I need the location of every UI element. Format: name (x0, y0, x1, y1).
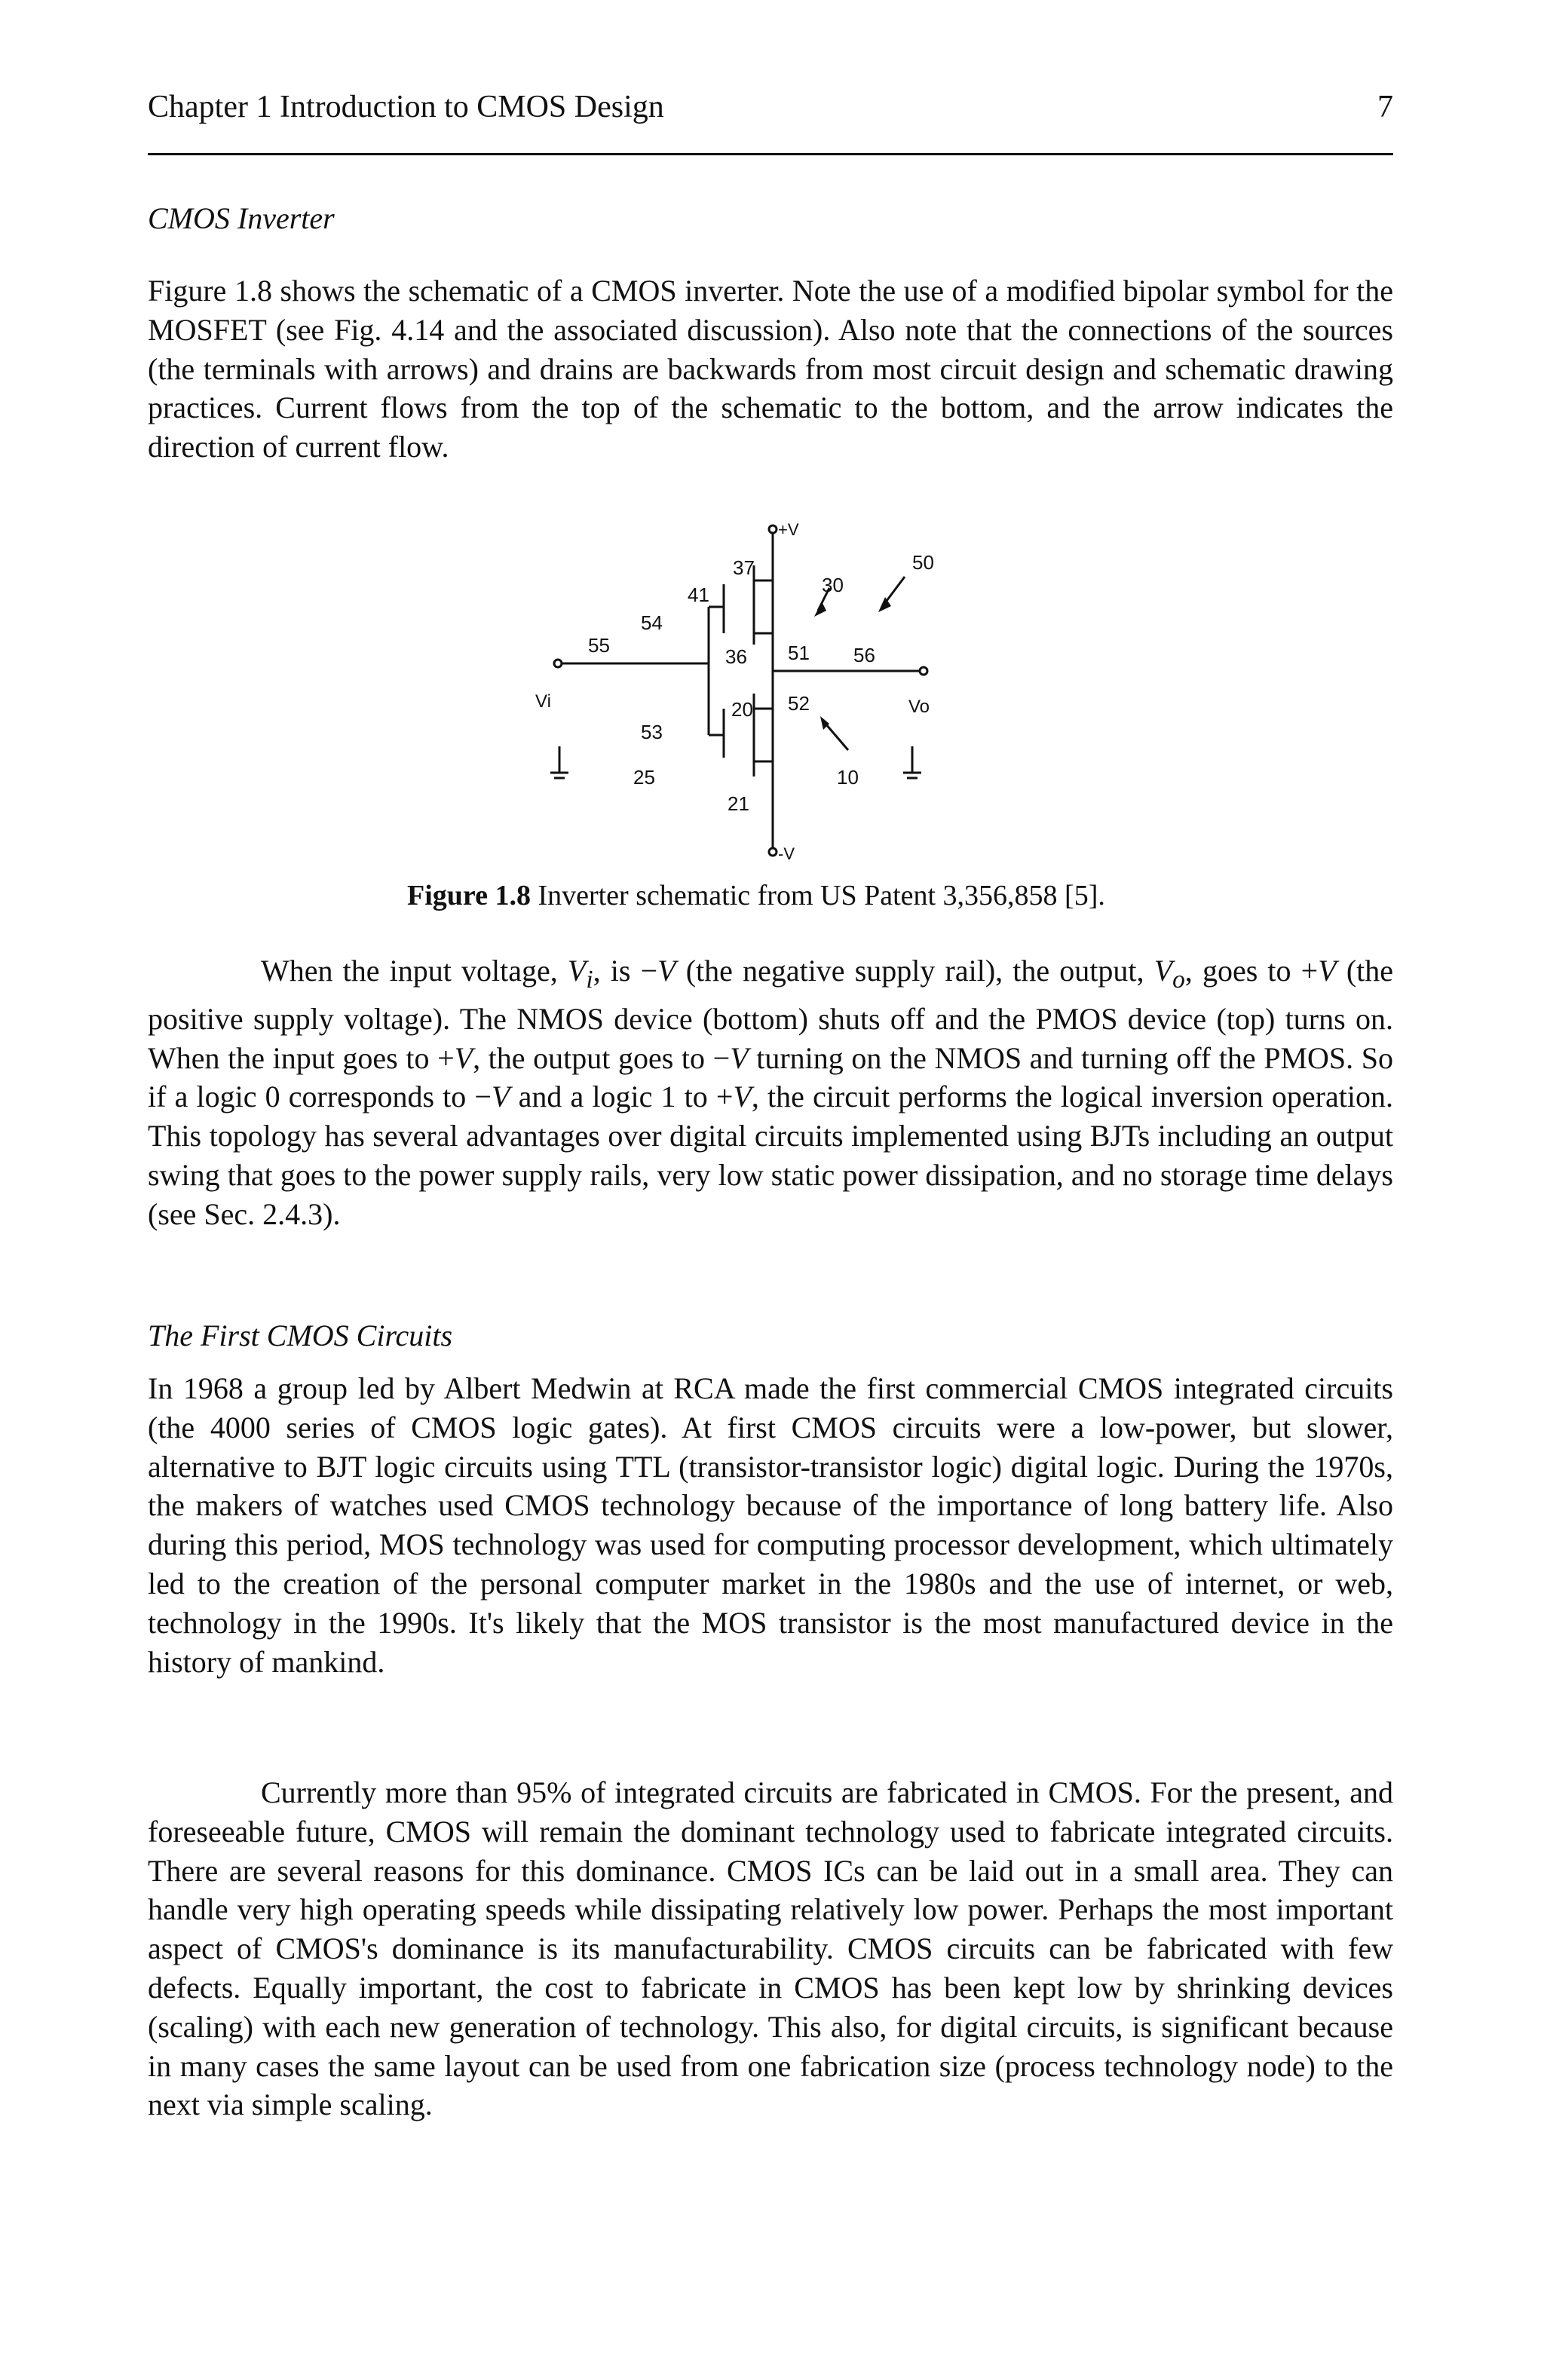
caption-label: Figure 1.8 (407, 880, 531, 911)
label-41: 41 (688, 584, 709, 606)
arrow-50 (878, 597, 891, 612)
label-30: 30 (822, 574, 844, 596)
label-vplus: +V (778, 520, 799, 539)
paragraph-inverter-intro: Figure 1.8 shows the schematic of a CMOS inverter. Note the use of a modified bipolar symbol for the MOSFET (see Fig. 4.14 and the associated discussion). Also note that the connections of the sources (the terminals with arrows) and drains are backwards from most circuit design and schematic drawing practices. Current flows from the top of the schematic to the bottom, and the arrow indicates the direction of current flow. (148, 274, 1393, 464)
header-rule (148, 153, 1393, 155)
caption-text: Inverter schematic from US Patent 3,356,858 [5]. (538, 880, 1105, 911)
label-10: 10 (837, 766, 859, 789)
input-terminal (554, 660, 562, 667)
running-header (148, 89, 1393, 137)
label-55: 55 (588, 634, 610, 657)
page-number: 7 (1377, 90, 1393, 124)
output-terminal (920, 667, 927, 675)
label-50: 50 (912, 551, 934, 574)
vplus-terminal (769, 525, 777, 533)
label-36: 36 (725, 645, 747, 668)
paragraph-first-cmos: In 1968 a group led by Albert Medwin at RCA made the first commercial CMOS integrated circuits (the 4000 series of CMOS logic gates). At first CMOS circuits were a low-power, but slower, alternative to BJT logic circuits using TTL (transistor-transistor logic) digital logic. During the 1970s, the makers of watches used CMOS technology because of the importance of long battery life. Also during this period, MOS technology was used for computing processor development, which ultimately led to the creation of the personal computer market in the 1980s and the use of internet, or web, technology in the 1990s. It's likely that the MOS transistor is the most manufactured device in the history of mankind. (148, 1371, 1393, 1679)
figure-caption (407, 879, 1105, 912)
label-vi: Vi (535, 691, 551, 712)
label-20: 20 (731, 698, 753, 721)
label-21: 21 (728, 792, 749, 815)
label-51: 51 (788, 642, 810, 664)
label-vo: Vo (908, 697, 930, 717)
section-heading-first-cmos: The First CMOS Circuits (148, 1319, 453, 1352)
label-54: 54 (641, 611, 663, 634)
inverter-schematic (528, 513, 1010, 867)
paragraph-inverter-operation: When the input voltage, $V_i$, is −V (the negative supply rail), the output, $V_o$, goes to +V (the positive supply voltage). The NMOS device (bottom) shuts off and the PMOS device (top) turns on. When the input goes to +V, the output goes to −V turning on the NMOS and turning off the PMOS. So if a logic 0 corresponds to −V and a logic 1 to +V, the circuit performs the logical inversion operation. This topology has several advantages over digital circuits implemented using BJTs including an output swing that goes to the power supply rails, very low static power dissipation, and no storage time delays (see Sec. 2.4.3). (148, 954, 1394, 1231)
section-heading-cmos-inverter: CMOS Inverter (148, 201, 335, 235)
label-25: 25 (633, 766, 655, 789)
chapter-title: Chapter 1 Introduction to CMOS Design (148, 90, 664, 124)
vminus-terminal (769, 848, 777, 856)
paragraph-cmos-dominance: Currently more than 95% of integrated circuits are fabricated in CMOS. For the present, and foreseeable future, CMOS will remain the dominant technology used to fabricate integrated circuits. There are several reasons for this dominance. CMOS ICs can be laid out in a small area. They can handle very high operating speeds while dissipating relatively low power. Perhaps the most important aspect of CMOS's dominance is its manufacturability. CMOS circuits can be fabricated with few defects. Equally important, the cost to fabricate in CMOS has been kept low by shrinking devices (scaling) with each new generation of technology. This also, for digital circuits, is significant because in many cases the same layout can be used from one fabrication size (process technology node) to the next via simple scaling. (148, 1775, 1393, 2122)
label-37: 37 (733, 556, 755, 579)
label-52: 52 (788, 692, 810, 715)
label-vminus: -V (778, 844, 795, 863)
label-53: 53 (641, 721, 663, 743)
label-56: 56 (853, 644, 875, 666)
